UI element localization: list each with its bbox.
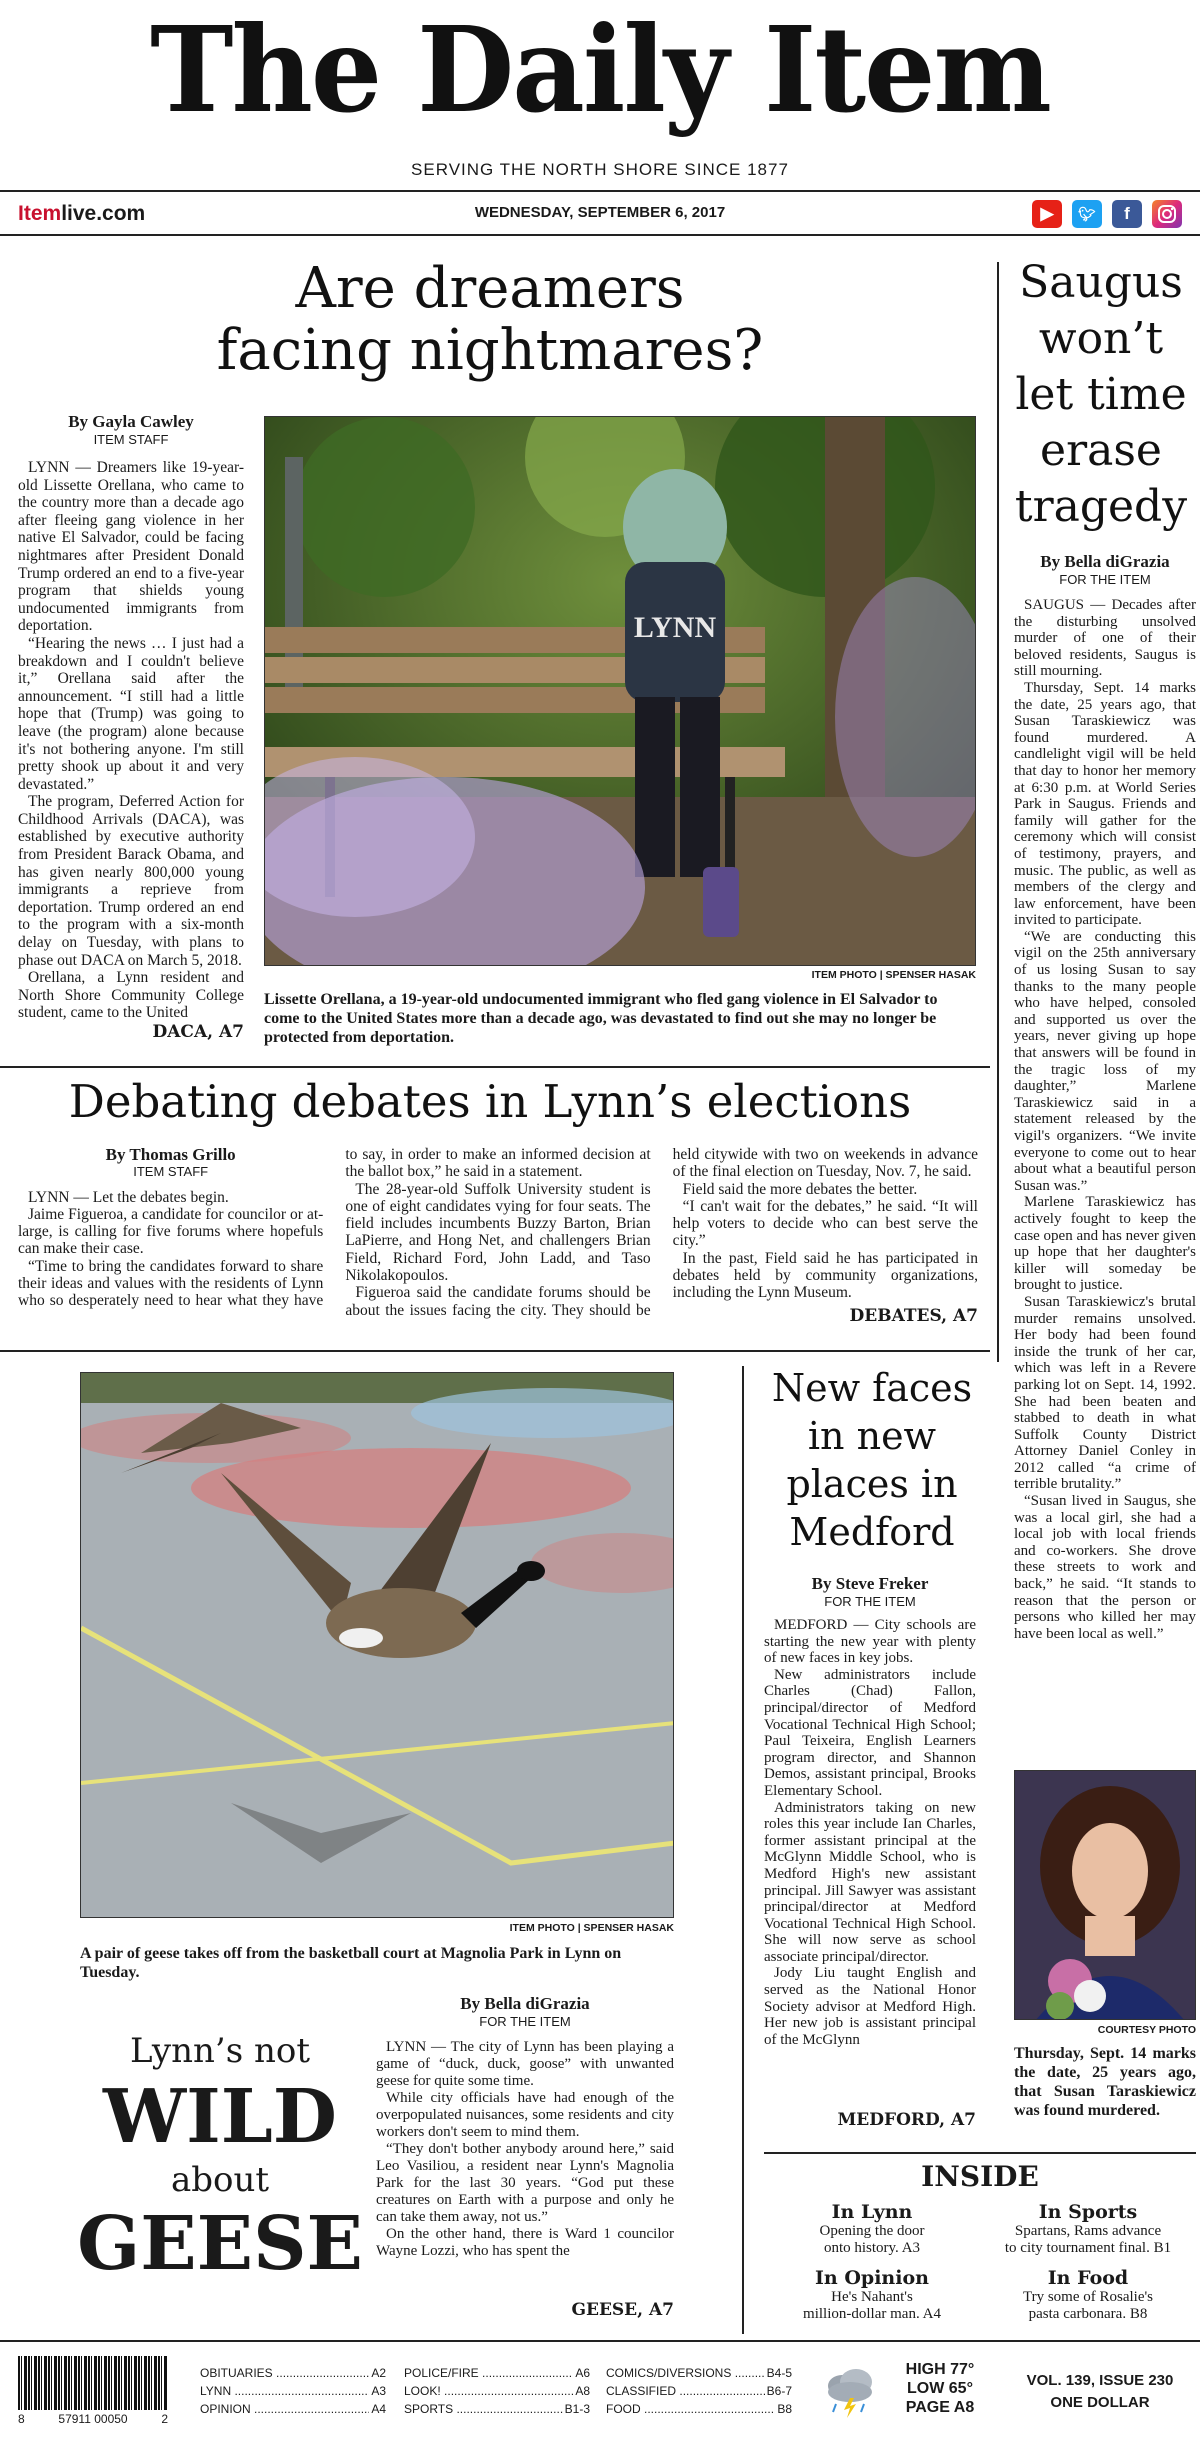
masthead-tagline: SERVING THE NORTH SHORE SINCE 1877 (411, 160, 789, 179)
lead-photo-credit: ITEM PHOTO | SPENSER HASAK (811, 969, 976, 981)
saugus-photo (1014, 1770, 1196, 2020)
article-body (764, 1617, 976, 2048)
inside-section: In Opinion (815, 2267, 929, 2289)
social-links (1032, 200, 1182, 228)
geese-headline-line2: WILD (103, 2074, 337, 2160)
debates-headline[interactable]: Debating debates in Lynn’s elections (68, 1075, 912, 1128)
barcode (18, 2356, 168, 2432)
geese-photo (80, 1372, 674, 1918)
weather-low: LOW 65° (907, 2380, 973, 2397)
inside-text: He's Nahant's (831, 2289, 913, 2305)
saugus-headline-line: tragedy (1014, 481, 1188, 532)
index-page: B8 (777, 2402, 792, 2416)
index-column (200, 2364, 386, 2418)
article-body (1014, 597, 1196, 1642)
byline: By Steve Freker (811, 1574, 929, 1593)
index-page: A8 (575, 2384, 590, 2398)
barcode-number: 57911 00050 (58, 2412, 128, 2426)
weather-page: PAGE A8 (905, 2399, 975, 2416)
paragraph: LYNN — The city of Lynn has been playing a game of “duck, duck, goose” with unwanted geese for quite some time. (376, 2039, 674, 2089)
medford-headline-line: New faces (771, 1366, 973, 1410)
portrait-photo (1015, 1771, 1196, 2020)
paragraph: In the past, Field said he has participated in debates held by community organizations, including the Lynn Museum. (672, 1249, 978, 1302)
jump-line-geese[interactable]: GEESE, A7 (571, 2300, 674, 2320)
jump-line-medford[interactable]: MEDFORD, A7 (837, 2110, 976, 2130)
lead-headline[interactable] (150, 258, 830, 382)
index-label: LYNN ..... (200, 2382, 369, 2400)
paragraph: Field said the more debates the better. (682, 1180, 918, 1198)
index-row[interactable] (404, 2400, 590, 2418)
geese-photo-caption: A pair of geese takes off from the basketball court at Magnolia Park in Lynn on Tuesday. (80, 1945, 622, 1981)
inside-text: million-dollar man. A4 (803, 2306, 941, 2322)
saugus-headline-line: won’t (1038, 313, 1164, 364)
inside-title: INSIDE (921, 2160, 1039, 2193)
geese-photo-credit: ITEM PHOTO | SPENSER HASAK (509, 1922, 674, 1934)
lead-photo-caption: Lissette Orellana, a 19-year-old undocumented immigrant who fled gang violence in El Salvador to come to the United States more than a decade ago, was devastated to find out she may no longer be protected from deportation. (264, 991, 938, 1046)
lead-photo (264, 416, 976, 966)
inside-item[interactable] (980, 2201, 1196, 2257)
price: ONE DOLLAR (1050, 2394, 1150, 2411)
medford-headline-line: in new (807, 1414, 937, 1458)
paragraph: “I can't wait for the debates,” he said. “It will help voters to decide who can best serve the city.” (672, 1197, 978, 1250)
barcode-digit: 2 (161, 2412, 168, 2426)
geese-headline-line4: GEESE (77, 2201, 363, 2287)
paragraph: SAUGUS — Decades after the disturbing unsolved murder of one of their beloved residents, Saugus is still mourning. (1014, 597, 1196, 680)
column-rule (997, 262, 999, 1362)
index-row[interactable] (200, 2400, 386, 2418)
inside-grid (764, 2201, 1196, 2323)
jump-line-debates[interactable]: DEBATES, A7 (849, 1306, 978, 1326)
lead-headline-line1: Are dreamers (295, 256, 685, 321)
lead-article (18, 412, 244, 1022)
inside-section: In Sports (1038, 2201, 1138, 2223)
index-label: OBITUARIES ..... (200, 2364, 369, 2382)
medford-headline-line: places in (786, 1462, 958, 1506)
paragraph: Susan Taraskiewicz's brutal murder remains unsolved. Her body had been found inside the trunk of her car, which was left in a Revere parking lot on Sept. 14, 1992. She had been beaten and stabbed to death in what Suffolk County District Attorney Daniel Conley in 2012 called “a crime of terrible brutality.” (1014, 1293, 1196, 1493)
index-row[interactable] (606, 2364, 792, 2382)
paragraph: “We are conducting this vigil on the 25th anniversary of us losing Susan to say thanks to the many people who have helped, consoled and supported us over the years, never giving up hope that answers will be found in the tragic loss of my daughter,” Marlene Taraskiewicz said in a statement released by the vigil's organizers. “We invite everyone to come out to hear about what a beautiful person Susan was.” (1014, 928, 1196, 1194)
paragraph: New administrators include Charles (Chad) Fallon, principal/director of Medford Vocational Technical High School; Paul Teixeira, English Learners program director, and Shannon Demos, assistant principal, Brooks Elementary School. (764, 1666, 976, 1799)
index-label: OPINION ..... (200, 2400, 369, 2418)
inside-text: onto history. A3 (823, 2240, 921, 2256)
inside-box (764, 2160, 1196, 2330)
weather-high: HIGH 77° (905, 2361, 975, 2378)
index-page: B1-3 (564, 2402, 590, 2416)
paragraph: Administrators taking on new roles this year include Ian Charles, former assistant principal at the McGlynn Middle School, who is Medford High's new assistant principal. Jill Sawyer was assistant principal/director at Medford Vocational Technical High School. She will now serve as school associate principal/director. (764, 1799, 976, 1965)
index-page: A3 (371, 2384, 386, 2398)
paragraph: On the other hand, there is Ward 1 councilor Wayne Lozzi, who has spent the (376, 2226, 674, 2259)
byline-staff: FOR THE ITEM (1059, 572, 1151, 587)
paragraph: “Time to bring the candidates forward to share their ideas and values with the residents of Lynn who so desperately need to hear what they have to say, in order to make an informed decision at the ballot box,” he said in a statement. (18, 1146, 651, 1310)
paragraph: The program, Deferred Action for Childhood Arrivals (DACA), was established by executive authority from President Barack Obama, and has given nearly 800,000 young immigrants a reprieve from deportation. Trump ordered an end to the program with a six-month delay on Tuesday, with plans to phase out DACA on March 5, 2018. (18, 793, 244, 969)
paragraph: Marlene Taraskiewicz has actively fought to keep the case open and has never given up hope that her daughter's killer will someday be brought to justice. (1014, 1194, 1197, 1294)
barcode-bars (18, 2356, 168, 2410)
issue-date: WEDNESDAY, SEPTEMBER 6, 2017 (474, 204, 726, 221)
index-row[interactable] (200, 2382, 386, 2400)
index-page: A6 (575, 2366, 590, 2380)
paragraph: Thursday, Sept. 14 marks the date, 25 years ago, that Susan Taraskiewicz was found murdered. A candlelight vigil will be held that day to honor her memory at 6:30 p.m. at World Series Park in Saugus. Friends and family will gather for the ceremony which will consist of testimony, prayers, and music. The public, as well as members of the clergy and law enforcement, have been invited to participate. (1014, 679, 1196, 929)
site-suffix: live.com (61, 202, 146, 225)
dateline-bar (0, 190, 1200, 236)
inside-text: Try some of Rosalie's (1022, 2289, 1154, 2305)
index-page: B6-7 (766, 2384, 792, 2398)
inside-item[interactable] (980, 2267, 1196, 2323)
jump-line-daca[interactable]: DACA, A7 (152, 1022, 244, 1042)
index-column (404, 2364, 590, 2418)
byline: By Bella diGrazia (1040, 552, 1170, 571)
paragraph: “They don't bother anybody around here,” said Leo Vasiliou, a resident near Lynn's Magnolia Park for the last 30 years. “God put these creatures on Earth with a purpose and only he can take them away, not us.” (376, 2141, 674, 2225)
byline-staff: FOR THE ITEM (824, 1594, 916, 1609)
storm-cloud-icon (820, 2360, 880, 2420)
saugus-article (1014, 552, 1196, 1642)
section-rule (0, 1350, 990, 1352)
paragraph: The 28-year-old Suffolk University student is one of eight candidates vying for four seats. The field includes incumbents Buzzy Barton, Brian LaPierre, and Hong Net, and challengers Brian Field, Richard Ford, John Ladd, and Taso Nikolakopoulos. (345, 1180, 651, 1285)
index-label: CLASSIFIED ..... (606, 2382, 765, 2400)
lead-headline-line2: facing nightmares? (216, 318, 764, 383)
index-label: LOOK! ..... (404, 2382, 573, 2400)
saugus-headline-line: let time (1015, 369, 1187, 420)
inside-text: pasta carbonara. B8 (1028, 2306, 1148, 2322)
masthead (0, 0, 1200, 190)
inside-text: Spartans, Rams advance (1014, 2223, 1162, 2239)
index-column (606, 2364, 792, 2418)
saugus-headline[interactable] (1006, 255, 1196, 535)
index-row[interactable] (606, 2400, 792, 2418)
byline: By Thomas Grillo (105, 1145, 236, 1164)
footer-bar (0, 2340, 1200, 2457)
paragraph: “Susan lived in Saugus, she was a local girl, she had a local job with local friends and co-workers. She drove these streets to work and back,” he said. “It stands to reason that the person or persons who killed her may have been local as well.” (1014, 1493, 1196, 1642)
barcode-digit: 8 (18, 2412, 25, 2426)
inside-item[interactable] (764, 2267, 980, 2323)
paragraph: Figueroa said the candidate forums should be about the issues facing the city. They should be held citywide with two on weekends in advance of the final election on Tuesday, Nov. 7, he said. (345, 1146, 978, 1319)
article-body (376, 2039, 674, 2260)
index-label: SPORTS ..... (404, 2400, 563, 2418)
inside-item[interactable] (764, 2201, 980, 2257)
youtube-icon[interactable]: ▶ (1032, 200, 1062, 228)
issue-info (1010, 2370, 1190, 2414)
byline: By Gayla Cawley (68, 412, 194, 431)
facebook-icon[interactable]: f (1112, 200, 1142, 228)
paragraph: Jaime Figueroa, a candidate for councilor or at-large, is calling for five forums where hopefuls can make their case. (18, 1205, 324, 1258)
paragraph: LYNN — Dreamers like 19-year-old Lissette Orellana, who came to the country more than a decade ago after fleeing gang violence in her native El Salvador, could be facing nightmares after President Donald Trump ordered an end to a five-year program that shields young undocumented immigrants from deportation. (18, 459, 244, 635)
saugus-photo-credit: COURTESY PHOTO (1097, 2024, 1196, 2036)
medford-article (764, 1574, 976, 2048)
paragraph: “Hearing the news … I just had a breakdown and I couldn't believe it,” Orellana said after the announcement. “I still had a little hope that (Trump) was going to leave (the program) alone because it's not bothering anyone. I'm still pretty shook up about it and very devastated.” (18, 634, 244, 793)
index-row[interactable] (404, 2364, 590, 2382)
column-rule (742, 1366, 744, 2334)
newspaper-title[interactable]: The Daily Item (150, 1, 1050, 140)
index-label: FOOD ..... (606, 2400, 775, 2418)
inside-text: Opening the door (819, 2223, 925, 2239)
inside-section: In Lynn (831, 2201, 913, 2223)
index-label: COMICS/DIVERSIONS ..... (606, 2364, 765, 2382)
weather[interactable] (890, 2360, 990, 2417)
byline-staff: ITEM STAFF (93, 432, 169, 447)
geese-article (376, 1994, 674, 2260)
medford-headline-line: Medford (789, 1510, 955, 1554)
site-prefix: Item (18, 202, 62, 225)
index-row[interactable] (606, 2382, 792, 2400)
index-page: A4 (371, 2402, 386, 2416)
index-page: B4-5 (766, 2366, 792, 2380)
park-bench-photo (265, 417, 976, 966)
saugus-headline-line: Saugus (1019, 257, 1183, 308)
geese-court-photo (81, 1373, 674, 1918)
section-rule (764, 2152, 1196, 2154)
index-page: A2 (371, 2366, 386, 2380)
paragraph: LYNN — Let the debates begin. (28, 1188, 229, 1206)
paragraph: Jody Liu taught English and served as the National Honor Society advisor at Medford High. Her new job is assistant principal of the McGlynn (764, 1965, 976, 2048)
paragraph: While city officials have had enough of the overpopulated nuisances, some residents and city workers don't seem to mind them. (376, 2090, 674, 2140)
twitter-icon[interactable]: 🐦︎ (1072, 200, 1102, 228)
byline: By Bella diGrazia (460, 1994, 590, 2013)
geese-headline-line1: Lynn’s not (129, 2031, 311, 2071)
instagram-icon[interactable] (1152, 200, 1182, 228)
byline-staff: FOR THE ITEM (479, 2014, 571, 2029)
byline-staff: ITEM STAFF (133, 1164, 209, 1180)
article-body (18, 459, 244, 1022)
saugus-headline-line: erase (1040, 425, 1162, 476)
index-row[interactable] (200, 2364, 386, 2382)
index-label: POLICE/FIRE ..... (404, 2364, 573, 2382)
geese-headline[interactable] (70, 2026, 370, 2286)
section-rule (0, 1066, 990, 1068)
geese-headline-line3: about (170, 2160, 270, 2200)
paragraph: MEDFORD — City schools are starting the new year with plenty of new faces in key jobs. (764, 1617, 976, 1667)
saugus-photo-caption: Thursday, Sept. 14 marks the date, 25 years ago, that Susan Taraskiewicz was found murdered. (1014, 2045, 1196, 2119)
paragraph: Orellana, a Lynn resident and North Shore Community College student, came to the United (18, 969, 244, 1022)
inside-text: to city tournament final. B1 (1004, 2240, 1172, 2256)
shirt-text: LYNN (633, 611, 717, 644)
medford-headline[interactable] (752, 1364, 992, 1556)
inside-section: In Food (1047, 2267, 1129, 2289)
volume-issue: VOL. 139, ISSUE 230 (1026, 2372, 1174, 2389)
index-row[interactable] (404, 2382, 590, 2400)
